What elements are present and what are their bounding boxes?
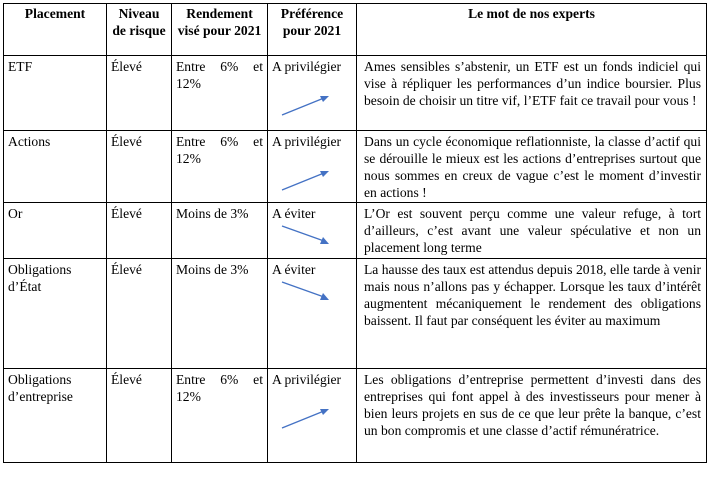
cell-placement: Obligations d’entreprise <box>4 369 107 463</box>
arrow-up-right-icon <box>280 406 332 430</box>
cell-expert-comment: Les obligations d’entreprise permettent d’investi dans des entreprises qui font appel à des investisseurs pour mener à bien leurs projets en sus de ce que leur prête la banque, c’est un bon compromis et une classe d’actif rémunératrice. <box>357 369 707 463</box>
cell-expert-comment: L’Or est souvent perçu comme une valeur refuge, à tort d’ailleurs, c’est avant une valeur spéculative et non un placement long terme <box>357 203 707 259</box>
preference-label: A éviter <box>272 262 316 277</box>
cell-risk: Élevé <box>107 131 172 203</box>
header-target-return: Rendement visé pour 2021 <box>172 4 268 56</box>
cell-expert-comment: La hausse des taux est attendus depuis 2018, elle tarde à venir mais nous n’allons pas y échapper. Lorsque les taux d’intérêt augmentent mécaniquement le rendement des obligations baissent. Il faut par conséquent les éviter au maximum <box>357 259 707 369</box>
cell-risk: Élevé <box>107 56 172 131</box>
arrow-up-right-icon <box>280 168 332 192</box>
table-row <box>4 259 707 369</box>
cell-risk: Élevé <box>107 203 172 259</box>
header-experts: Le mot de nos experts <box>357 4 707 56</box>
arrow-down-right-icon <box>280 279 332 303</box>
investment-table <box>3 3 707 463</box>
cell-preference <box>268 131 357 203</box>
cell-placement: Obligations d’État <box>4 259 107 369</box>
header-row <box>4 4 707 56</box>
cell-risk: Élevé <box>107 259 172 369</box>
header-placement: Placement <box>4 4 107 56</box>
preference-label: A privilégier <box>272 372 342 387</box>
cell-preference <box>268 56 357 131</box>
table-row <box>4 369 707 463</box>
table-row <box>4 131 707 203</box>
arrow-down-right-icon <box>280 223 332 247</box>
cell-expert-comment: Ames sensibles s’abstenir, un ETF est un fonds indiciel qui vise à répliquer les performances d’un indice boursier. Plus besoin de choisir un titre vif, l’ETF fait ce travail pour vous ! <box>357 56 707 131</box>
header-risk: Niveau de risque <box>107 4 172 56</box>
cell-return: Entre 6% et 12% <box>172 56 268 131</box>
cell-placement: Actions <box>4 131 107 203</box>
arrow-up-right-icon <box>280 93 332 117</box>
cell-placement: ETF <box>4 56 107 131</box>
document-page <box>3 3 707 463</box>
cell-return: Moins de 3% <box>172 203 268 259</box>
preference-label: A éviter <box>272 206 316 221</box>
preference-label: A privilégier <box>272 134 342 149</box>
cell-preference <box>268 203 357 259</box>
cell-return: Moins de 3% <box>172 259 268 369</box>
cell-preference <box>268 259 357 369</box>
cell-risk: Élevé <box>107 369 172 463</box>
table-row <box>4 56 707 131</box>
cell-return: Entre 6% et 12% <box>172 131 268 203</box>
table-row <box>4 203 707 259</box>
preference-label: A privilégier <box>272 59 342 74</box>
cell-placement: Or <box>4 203 107 259</box>
cell-preference <box>268 369 357 463</box>
cell-return: Entre 6% et 12% <box>172 369 268 463</box>
header-preference: Préférence pour 2021 <box>268 4 357 56</box>
cell-expert-comment: Dans un cycle économique reflationniste, la classe d’actif qui se dérouille le mieux est les actions d’entreprises surtout que nous sommes en creux de vague c’est le moment d’investir en actions ! <box>357 131 707 203</box>
